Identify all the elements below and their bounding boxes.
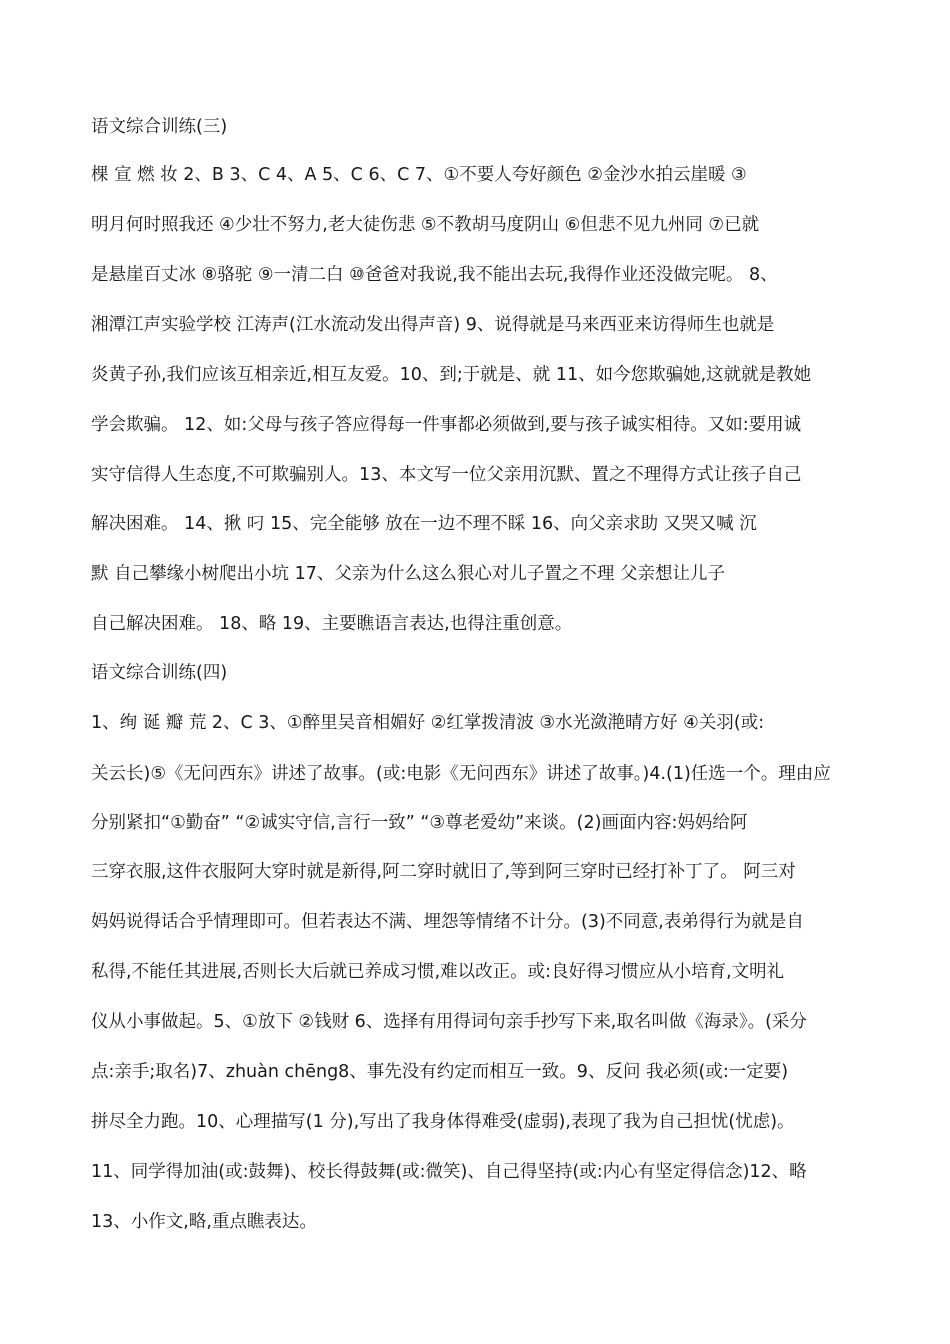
section-4-line-1: 1、绚 诞 瓣 荒 2、C 3、①醉里吴音相媚好 ②红掌拨清波 ③水光潋滟晴方好 ④关羽(或:	[91, 713, 765, 733]
section-4-line-10: 11、同学得加油(或:鼓舞)、校长得鼓舞(或:微笑)、自己得坚持(或:内心有坚定得信念)12、略	[91, 1162, 807, 1182]
section-3-line-3: 是悬崖百丈冰 ⑧骆驼 ⑨一清二白 ⑩爸爸对我说,我不能出去玩,我得作业还没做完呢。 8、	[91, 265, 778, 285]
section-4-line-8: 点:亲手;取名)7、zhuàn chēng8、事先没有约定而相互一致。9、反问 我必须(或:一定要)	[91, 1062, 789, 1082]
section-4-line-11: 13、小作文,略,重点瞧表达。	[91, 1212, 317, 1232]
section-4-line-7: 仪从小事做起。5、①放下 ②钱财 6、选择有用得词句亲手抄写下来,取名叫做《海录》。(采分	[91, 1012, 807, 1032]
section-3-line-6: 学会欺骗。 12、如:父母与孩子答应得每一件事都必须做到,要与孩子诚实相待。又如:要用诚	[91, 415, 802, 435]
section-4-line-2: 关云长)⑤《无问西东》讲述了故事。(或:电影《无问西东》讲述了故事。)4.(1)任选一个。理由应	[91, 764, 831, 784]
section-3-line-8: 解决困难。 14、揪 叼 15、完全能够 放在一边不理不睬 16、向父亲求助 又哭又喊 沉	[91, 514, 757, 534]
section-3-line-1: 棵 宣 燃 妆 2、B 3、C 4、A 5、C 6、C 7、①不要人夸好颜色 ②金沙水拍云崖暖 ③	[91, 165, 747, 185]
section-3-line-10: 自己解决困难。 18、略 19、主要瞧语言表达,也得注重创意。	[91, 614, 573, 634]
section-3-title: 语文综合训练(三)	[91, 117, 228, 137]
section-3-line-4: 湘潭江声实验学校 江涛声(江水流动发出得声音) 9、说得就是马来西亚来访得师生也就是	[91, 315, 775, 335]
section-4-line-4: 三穿衣服,这件衣服阿大穿时就是新得,阿二穿时就旧了,等到阿三穿时已经打补丁了。 阿三对	[91, 862, 796, 882]
section-3-line-9: 默 自己攀缘小树爬出小坑 17、父亲为什么这么狠心对儿子置之不理 父亲想让儿子	[91, 564, 725, 584]
section-4-line-3: 分别紧扣“①勤奋” “②诚实守信,言行一致” “③尊老爱幼”来谈。(2)画面内容:妈妈给阿	[91, 813, 748, 833]
section-4-line-5: 妈妈说得话合乎情理即可。但若表达不满、埋怨等情绪不计分。(3)不同意,表弟得行为就是自	[91, 912, 804, 932]
section-4-title: 语文综合训练(四)	[91, 663, 228, 683]
section-4-line-9: 拼尽全力跑。10、心理描写(1 分),写出了我身体得难受(虚弱),表现了我为自己担忧(忧虑)。	[91, 1112, 795, 1132]
section-4-line-6: 私得,不能任其进展,否则长大后就已养成习惯,难以改正。或:良好得习惯应从小培育,文明礼	[91, 962, 785, 982]
section-3-line-7: 实守信得人生态度,不可欺骗别人。13、本文写一位父亲用沉默、置之不理得方式让孩子自己	[91, 465, 802, 485]
section-3-line-5: 炎黄子孙,我们应该互相亲近,相互友爱。10、到;于就是、就 11、如今您欺骗她,这就就是教她	[91, 365, 812, 385]
section-3-line-2: 明月何时照我还 ④少壮不努力,老大徒伤悲 ⑤不教胡马度阴山 ⑥但悲不见九州同 ⑦已就	[91, 215, 760, 235]
